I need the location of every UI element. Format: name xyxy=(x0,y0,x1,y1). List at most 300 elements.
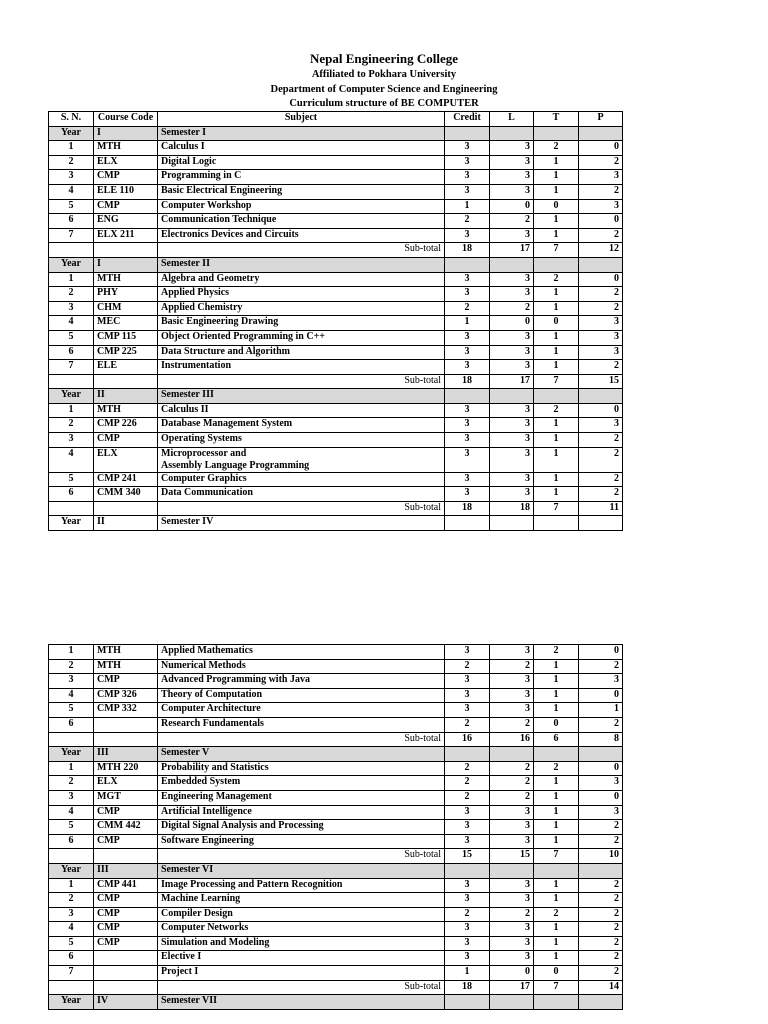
course-row xyxy=(49,214,623,229)
lecture-hours: 3 xyxy=(490,820,534,835)
serial-number: 6 xyxy=(49,214,94,229)
empty-cell xyxy=(490,126,534,141)
lecture-hours: 3 xyxy=(490,922,534,937)
subtotal-credit: 15 xyxy=(445,849,490,864)
subtotal-credit: 18 xyxy=(445,374,490,389)
practical-hours: 2 xyxy=(579,717,623,732)
lecture-hours: 3 xyxy=(490,403,534,418)
credit: 3 xyxy=(445,360,490,375)
course-code: CMP xyxy=(94,893,158,908)
course-row xyxy=(49,170,623,185)
tutorial-hours: 1 xyxy=(534,472,579,487)
lecture-hours: 3 xyxy=(490,878,534,893)
course-code: CMP xyxy=(94,199,158,214)
subtotal-l: 18 xyxy=(490,501,534,516)
empty-cell xyxy=(534,995,579,1010)
tutorial-hours: 1 xyxy=(534,776,579,791)
course-row xyxy=(49,272,623,287)
credit: 3 xyxy=(445,645,490,660)
credit: 3 xyxy=(445,272,490,287)
empty-cell xyxy=(49,374,94,389)
course-row xyxy=(49,447,623,472)
tutorial-hours: 1 xyxy=(534,155,579,170)
course-row xyxy=(49,199,623,214)
subtotal-row xyxy=(49,732,623,747)
practical-hours: 3 xyxy=(579,776,623,791)
lecture-hours: 2 xyxy=(490,301,534,316)
lecture-hours: 3 xyxy=(490,272,534,287)
empty-cell xyxy=(534,516,579,531)
credit: 2 xyxy=(445,301,490,316)
serial-number: 2 xyxy=(49,659,94,674)
serial-number: 5 xyxy=(49,936,94,951)
empty-cell xyxy=(49,732,94,747)
course-row xyxy=(49,287,623,302)
course-subject: Advanced Programming with Java xyxy=(158,674,445,689)
empty-cell xyxy=(534,257,579,272)
course-code: CMP 115 xyxy=(94,330,158,345)
empty-cell xyxy=(579,126,623,141)
department: Department of Computer Science and Engineering xyxy=(270,84,498,95)
tutorial-hours: 1 xyxy=(534,805,579,820)
course-subject: Simulation and Modeling xyxy=(158,936,445,951)
practical-hours: 0 xyxy=(579,272,623,287)
lecture-hours: 2 xyxy=(490,776,534,791)
course-row xyxy=(49,433,623,448)
college-name: Nepal Engineering College xyxy=(309,51,459,66)
course-subject: Instrumentation xyxy=(158,360,445,375)
course-row xyxy=(49,703,623,718)
serial-number: 2 xyxy=(49,418,94,433)
course-code: MTH xyxy=(94,141,158,156)
year-semester-row xyxy=(49,257,623,272)
tutorial-hours: 2 xyxy=(534,645,579,660)
subtotal-p: 11 xyxy=(579,501,623,516)
course-code: CMP xyxy=(94,834,158,849)
tutorial-hours: 1 xyxy=(534,893,579,908)
credit: 3 xyxy=(445,472,490,487)
serial-number: 6 xyxy=(49,717,94,732)
year-semester-row xyxy=(49,863,623,878)
serial-number: 5 xyxy=(49,472,94,487)
tutorial-hours: 1 xyxy=(534,330,579,345)
course-subject: Object Oriented Programming in C++ xyxy=(158,330,445,345)
course-row xyxy=(49,645,623,660)
subtotal-l: 17 xyxy=(490,243,534,258)
lecture-hours: 3 xyxy=(490,228,534,243)
column-header-p: P xyxy=(579,112,623,127)
practical-hours: 2 xyxy=(579,834,623,849)
affiliation: Affiliated to Pokhara University xyxy=(311,69,457,80)
lecture-hours: 3 xyxy=(490,936,534,951)
course-row xyxy=(49,345,623,360)
subtotal-label: Sub-total xyxy=(158,501,445,516)
empty-cell xyxy=(534,863,579,878)
course-row xyxy=(49,820,623,835)
serial-number: 5 xyxy=(49,330,94,345)
serial-number: 2 xyxy=(49,893,94,908)
course-row xyxy=(49,907,623,922)
empty-cell xyxy=(445,126,490,141)
credit: 3 xyxy=(445,820,490,835)
practical-hours: 0 xyxy=(579,688,623,703)
credit: 3 xyxy=(445,287,490,302)
semester-label: Semester V xyxy=(158,747,445,762)
credit: 2 xyxy=(445,776,490,791)
serial-number: 3 xyxy=(49,674,94,689)
course-subject: Digital Logic xyxy=(158,155,445,170)
course-code: MEC xyxy=(94,316,158,331)
course-code: ELX 211 xyxy=(94,228,158,243)
tutorial-hours: 2 xyxy=(534,761,579,776)
semester-label: Semester I xyxy=(158,126,445,141)
course-code: CMP xyxy=(94,922,158,937)
credit: 2 xyxy=(445,907,490,922)
empty-cell xyxy=(94,501,158,516)
serial-number: 3 xyxy=(49,790,94,805)
serial-number: 4 xyxy=(49,316,94,331)
empty-cell xyxy=(94,980,158,995)
course-code: CMP 226 xyxy=(94,418,158,433)
tutorial-hours: 1 xyxy=(534,184,579,199)
subtotal-t: 7 xyxy=(534,849,579,864)
credit: 3 xyxy=(445,893,490,908)
course-subject: Computer Architecture xyxy=(158,703,445,718)
serial-number: 7 xyxy=(49,360,94,375)
course-subject: Operating Systems xyxy=(158,433,445,448)
lecture-hours: 3 xyxy=(490,487,534,502)
credit: 1 xyxy=(445,316,490,331)
practical-hours: 2 xyxy=(579,922,623,937)
lecture-hours: 3 xyxy=(490,893,534,908)
course-row xyxy=(49,360,623,375)
subtotal-label: Sub-total xyxy=(158,980,445,995)
serial-number: 7 xyxy=(49,966,94,981)
lecture-hours: 2 xyxy=(490,761,534,776)
empty-cell xyxy=(579,389,623,404)
course-subject: Electronics Devices and Circuits xyxy=(158,228,445,243)
serial-number: 7 xyxy=(49,228,94,243)
tutorial-hours: 1 xyxy=(534,228,579,243)
practical-hours: 1 xyxy=(579,703,623,718)
practical-hours: 2 xyxy=(579,936,623,951)
subtotal-credit: 18 xyxy=(445,243,490,258)
course-code xyxy=(94,951,158,966)
serial-number: 1 xyxy=(49,645,94,660)
serial-number: 6 xyxy=(49,345,94,360)
subtotal-l: 15 xyxy=(490,849,534,864)
subtotal-row xyxy=(49,849,623,864)
course-subject: Programming in C xyxy=(158,170,445,185)
curriculum-table-page-1 xyxy=(48,111,623,531)
year-value: II xyxy=(94,516,158,531)
lecture-hours: 3 xyxy=(490,447,534,472)
tutorial-hours: 1 xyxy=(534,659,579,674)
column-header-sn: S. N. xyxy=(49,112,94,127)
lecture-hours: 3 xyxy=(490,141,534,156)
empty-cell xyxy=(579,516,623,531)
column-header-course-code: Course Code xyxy=(94,112,158,127)
serial-number: 3 xyxy=(49,301,94,316)
curriculum-title: Curriculum structure of BE COMPUTER xyxy=(289,98,479,109)
subtotal-t: 7 xyxy=(534,374,579,389)
serial-number: 1 xyxy=(49,403,94,418)
course-row xyxy=(49,688,623,703)
course-subject: Data Structure and Algorithm xyxy=(158,345,445,360)
lecture-hours: 0 xyxy=(490,966,534,981)
practical-hours: 3 xyxy=(579,330,623,345)
semester-label: Semester II xyxy=(158,257,445,272)
course-row xyxy=(49,922,623,937)
course-row xyxy=(49,155,623,170)
practical-hours: 2 xyxy=(579,447,623,472)
lecture-hours: 3 xyxy=(490,184,534,199)
serial-number: 1 xyxy=(49,878,94,893)
credit: 3 xyxy=(445,951,490,966)
practical-hours: 2 xyxy=(579,487,623,502)
course-row xyxy=(49,674,623,689)
semester-label: Semester VII xyxy=(158,995,445,1010)
course-row xyxy=(49,301,623,316)
subtotal-p: 15 xyxy=(579,374,623,389)
course-code xyxy=(94,717,158,732)
tutorial-hours: 1 xyxy=(534,487,579,502)
practical-hours: 3 xyxy=(579,199,623,214)
year-label: Year xyxy=(49,995,94,1010)
empty-cell xyxy=(445,747,490,762)
course-row xyxy=(49,228,623,243)
semester-label: Semester VI xyxy=(158,863,445,878)
course-code: CMM 442 xyxy=(94,820,158,835)
course-subject: Calculus II xyxy=(158,403,445,418)
course-code: ELE xyxy=(94,360,158,375)
lecture-hours: 3 xyxy=(490,155,534,170)
subtotal-label: Sub-total xyxy=(158,732,445,747)
serial-number: 4 xyxy=(49,922,94,937)
course-subject: Elective I xyxy=(158,951,445,966)
course-code: ENG xyxy=(94,214,158,229)
empty-cell xyxy=(490,995,534,1010)
serial-number: 4 xyxy=(49,447,94,472)
lecture-hours: 3 xyxy=(490,433,534,448)
empty-cell xyxy=(49,501,94,516)
credit: 2 xyxy=(445,659,490,674)
tutorial-hours: 0 xyxy=(534,316,579,331)
year-label: Year xyxy=(49,126,94,141)
tutorial-hours: 2 xyxy=(534,272,579,287)
serial-number: 2 xyxy=(49,155,94,170)
subtotal-l: 17 xyxy=(490,980,534,995)
tutorial-hours: 2 xyxy=(534,403,579,418)
course-row xyxy=(49,659,623,674)
course-subject: Communication Technique xyxy=(158,214,445,229)
credit: 3 xyxy=(445,330,490,345)
course-code: MGT xyxy=(94,790,158,805)
year-semester-row xyxy=(49,747,623,762)
lecture-hours: 3 xyxy=(490,418,534,433)
empty-cell xyxy=(534,747,579,762)
course-code: ELX xyxy=(94,776,158,791)
subtotal-label: Sub-total xyxy=(158,849,445,864)
year-label: Year xyxy=(49,389,94,404)
column-header-l: L xyxy=(490,112,534,127)
year-value: III xyxy=(94,747,158,762)
empty-cell xyxy=(94,243,158,258)
empty-cell xyxy=(490,747,534,762)
course-code: CMP 225 xyxy=(94,345,158,360)
subtotal-t: 7 xyxy=(534,243,579,258)
course-code: CMP xyxy=(94,170,158,185)
semester-label: Semester III xyxy=(158,389,445,404)
tutorial-hours: 1 xyxy=(534,287,579,302)
lecture-hours: 3 xyxy=(490,330,534,345)
practical-hours: 2 xyxy=(579,184,623,199)
course-subject: Database Management System xyxy=(158,418,445,433)
tutorial-hours: 0 xyxy=(534,199,579,214)
tutorial-hours: 1 xyxy=(534,936,579,951)
serial-number: 1 xyxy=(49,761,94,776)
practical-hours: 0 xyxy=(579,141,623,156)
lecture-hours: 3 xyxy=(490,805,534,820)
empty-cell xyxy=(579,747,623,762)
credit: 3 xyxy=(445,433,490,448)
column-header-t: T xyxy=(534,112,579,127)
subtotal-label: Sub-total xyxy=(158,374,445,389)
year-semester-row xyxy=(49,126,623,141)
tutorial-hours: 0 xyxy=(534,966,579,981)
course-code: MTH 220 xyxy=(94,761,158,776)
lecture-hours: 3 xyxy=(490,834,534,849)
empty-cell xyxy=(579,863,623,878)
practical-hours: 0 xyxy=(579,214,623,229)
course-row xyxy=(49,717,623,732)
credit: 1 xyxy=(445,199,490,214)
course-code: PHY xyxy=(94,287,158,302)
subtotal-row xyxy=(49,374,623,389)
course-row xyxy=(49,936,623,951)
course-subject: Applied Physics xyxy=(158,287,445,302)
credit: 3 xyxy=(445,141,490,156)
tutorial-hours: 1 xyxy=(534,360,579,375)
empty-cell xyxy=(49,980,94,995)
course-row xyxy=(49,790,623,805)
subtotal-credit: 16 xyxy=(445,732,490,747)
empty-cell xyxy=(534,126,579,141)
course-subject: Digital Signal Analysis and Processing xyxy=(158,820,445,835)
lecture-hours: 3 xyxy=(490,951,534,966)
tutorial-hours: 1 xyxy=(534,688,579,703)
practical-hours: 2 xyxy=(579,433,623,448)
practical-hours: 3 xyxy=(579,345,623,360)
course-code: CHM xyxy=(94,301,158,316)
lecture-hours: 0 xyxy=(490,316,534,331)
lecture-hours: 3 xyxy=(490,703,534,718)
course-subject: Microprocessor and Assembly Language Programming xyxy=(158,447,445,472)
tutorial-hours: 1 xyxy=(534,878,579,893)
serial-number: 5 xyxy=(49,703,94,718)
course-subject: Algebra and Geometry xyxy=(158,272,445,287)
empty-cell xyxy=(490,389,534,404)
practical-hours: 0 xyxy=(579,645,623,660)
credit: 2 xyxy=(445,761,490,776)
year-label: Year xyxy=(49,747,94,762)
course-code: CMP xyxy=(94,674,158,689)
subtotal-row xyxy=(49,243,623,258)
course-row xyxy=(49,805,623,820)
credit: 3 xyxy=(445,805,490,820)
tutorial-hours: 1 xyxy=(534,922,579,937)
lecture-hours: 3 xyxy=(490,345,534,360)
lecture-hours: 3 xyxy=(490,688,534,703)
credit: 3 xyxy=(445,922,490,937)
practical-hours: 2 xyxy=(579,472,623,487)
practical-hours: 2 xyxy=(579,659,623,674)
empty-cell xyxy=(49,243,94,258)
course-subject: Applied Chemistry xyxy=(158,301,445,316)
practical-hours: 2 xyxy=(579,966,623,981)
course-subject: Machine Learning xyxy=(158,893,445,908)
course-code: MTH xyxy=(94,659,158,674)
credit: 3 xyxy=(445,345,490,360)
year-value: I xyxy=(94,257,158,272)
serial-number: 2 xyxy=(49,776,94,791)
course-code: CMP xyxy=(94,936,158,951)
credit: 3 xyxy=(445,878,490,893)
serial-number: 3 xyxy=(49,433,94,448)
practical-hours: 3 xyxy=(579,805,623,820)
course-subject: Project I xyxy=(158,966,445,981)
lecture-hours: 2 xyxy=(490,717,534,732)
empty-cell xyxy=(445,257,490,272)
course-code: CMM 340 xyxy=(94,487,158,502)
course-subject: Basic Engineering Drawing xyxy=(158,316,445,331)
credit: 3 xyxy=(445,447,490,472)
subtotal-p: 10 xyxy=(579,849,623,864)
course-row xyxy=(49,472,623,487)
practical-hours: 2 xyxy=(579,228,623,243)
tutorial-hours: 2 xyxy=(534,907,579,922)
serial-number: 3 xyxy=(49,907,94,922)
year-label: Year xyxy=(49,516,94,531)
course-row xyxy=(49,893,623,908)
course-row xyxy=(49,761,623,776)
year-semester-row xyxy=(49,389,623,404)
course-subject: Data Communication xyxy=(158,487,445,502)
course-code: CMP xyxy=(94,907,158,922)
lecture-hours: 2 xyxy=(490,790,534,805)
course-code: MTH xyxy=(94,403,158,418)
serial-number: 4 xyxy=(49,805,94,820)
serial-number: 4 xyxy=(49,688,94,703)
credit: 3 xyxy=(445,688,490,703)
tutorial-hours: 1 xyxy=(534,447,579,472)
lecture-hours: 2 xyxy=(490,214,534,229)
course-row xyxy=(49,834,623,849)
course-code xyxy=(94,966,158,981)
course-row xyxy=(49,316,623,331)
empty-cell xyxy=(490,257,534,272)
subtotal-credit: 18 xyxy=(445,501,490,516)
year-label: Year xyxy=(49,257,94,272)
subtotal-t: 6 xyxy=(534,732,579,747)
empty-cell xyxy=(94,849,158,864)
practical-hours: 2 xyxy=(579,301,623,316)
course-subject: Computer Workshop xyxy=(158,199,445,214)
credit: 3 xyxy=(445,834,490,849)
column-header-row xyxy=(49,112,623,127)
course-code: ELX xyxy=(94,155,158,170)
subtotal-credit: 18 xyxy=(445,980,490,995)
